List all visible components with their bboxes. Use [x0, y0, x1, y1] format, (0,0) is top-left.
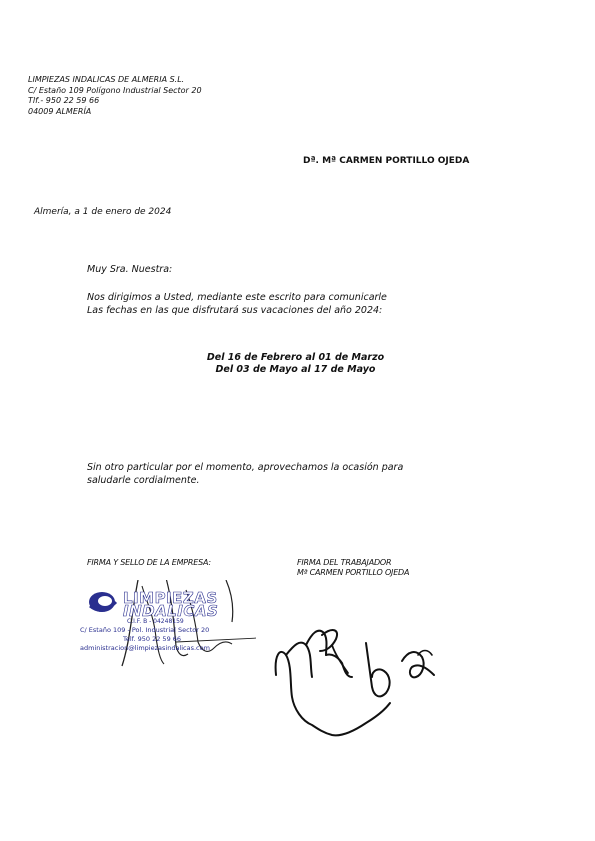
- worker-signature-icon: [262, 605, 452, 750]
- stamp-phone: Telf. 950 22 59 66: [123, 635, 182, 643]
- sender-address: C/ Estaño 109 Polígono Industrial Sector 20: [28, 85, 202, 95]
- sender-company: LIMPIEZAS INDALICAS DE ALMERIA S.L.: [28, 75, 185, 84]
- recipient-name: Dª. Mª CARMEN PORTILLO OJEDA: [303, 156, 470, 166]
- closing: [87, 461, 403, 487]
- stamp-logo-line2: INDALICAS: [123, 602, 219, 620]
- vacation-period: Del 03 de Mayo al 17 de Mayo: [215, 364, 376, 375]
- sender-phone: Tlf.- 950 22 59 66: [28, 96, 100, 105]
- stamp-cif: C.I.F. B - 04248159: [127, 618, 184, 625]
- stamp-logo-line1: LIMPIEZAS: [123, 589, 218, 607]
- stamp-email: administracion@limpiezasindalicas.com: [80, 644, 210, 652]
- worker-signature-block: [297, 558, 409, 578]
- closing-line: saludarle cordialmente.: [87, 475, 200, 486]
- company-signature-label: FIRMA Y SELLO DE LA EMPRESA:: [87, 558, 211, 567]
- sender-block: [28, 75, 202, 117]
- letter-body: [87, 292, 387, 317]
- body-line: Las fechas en las que disfrutará sus vacaciones del año 2024:: [87, 304, 383, 316]
- company-stamp: [76, 580, 256, 680]
- sender-city: 04009 ALMERÍA: [28, 106, 92, 116]
- worker-signature-label: FIRMA DEL TRABAJADOR: [297, 558, 392, 567]
- greeting: Muy Sra. Nuestra:: [87, 264, 173, 275]
- vacation-period: Del 16 de Febrero al 01 de Marzo: [206, 352, 385, 363]
- body-line: Nos dirigimos a Usted, mediante este escrito para comunicarle: [87, 292, 387, 303]
- closing-line: Sin otro particular por el momento, aprovechamos la ocasión para: [87, 462, 404, 473]
- stamp-address: C/ Estaño 109 - Pol. Industrial Sector 20: [80, 626, 210, 634]
- worker-name: Mª CARMEN PORTILLO OJEDA: [297, 568, 410, 577]
- date-line: Almería, a 1 de enero de 2024: [34, 207, 172, 217]
- vacation-periods: [0, 352, 595, 376]
